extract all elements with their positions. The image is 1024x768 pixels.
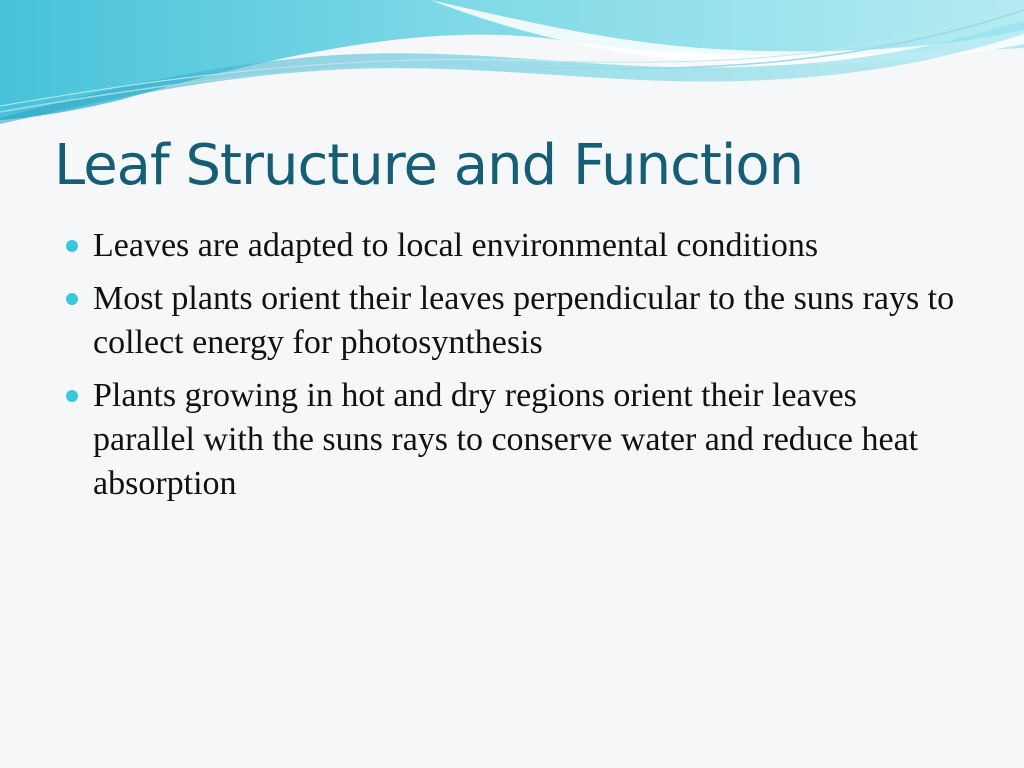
bullet-item — [66, 277, 966, 365]
bullet-dot-icon — [66, 240, 78, 252]
bullet-item — [66, 374, 966, 506]
bullet-item — [66, 224, 966, 268]
slide-title: Leaf Structure and Function — [54, 133, 804, 198]
bullet-dot-icon — [66, 390, 78, 402]
bullet-text: Plants growing in hot and dry regions orient their leaves parallel with the suns rays to conserve water and reduce heat absorption — [93, 377, 919, 502]
bullet-text: Leaves are adapted to local environmental conditions — [93, 227, 819, 264]
bullet-dot-icon — [66, 293, 78, 305]
bullet-text: Most plants orient their leaves perpendicular to the suns rays to collect energy for photosynthesis — [93, 280, 955, 361]
decorative-wave-header — [0, 0, 1024, 130]
bullet-list — [66, 224, 966, 515]
